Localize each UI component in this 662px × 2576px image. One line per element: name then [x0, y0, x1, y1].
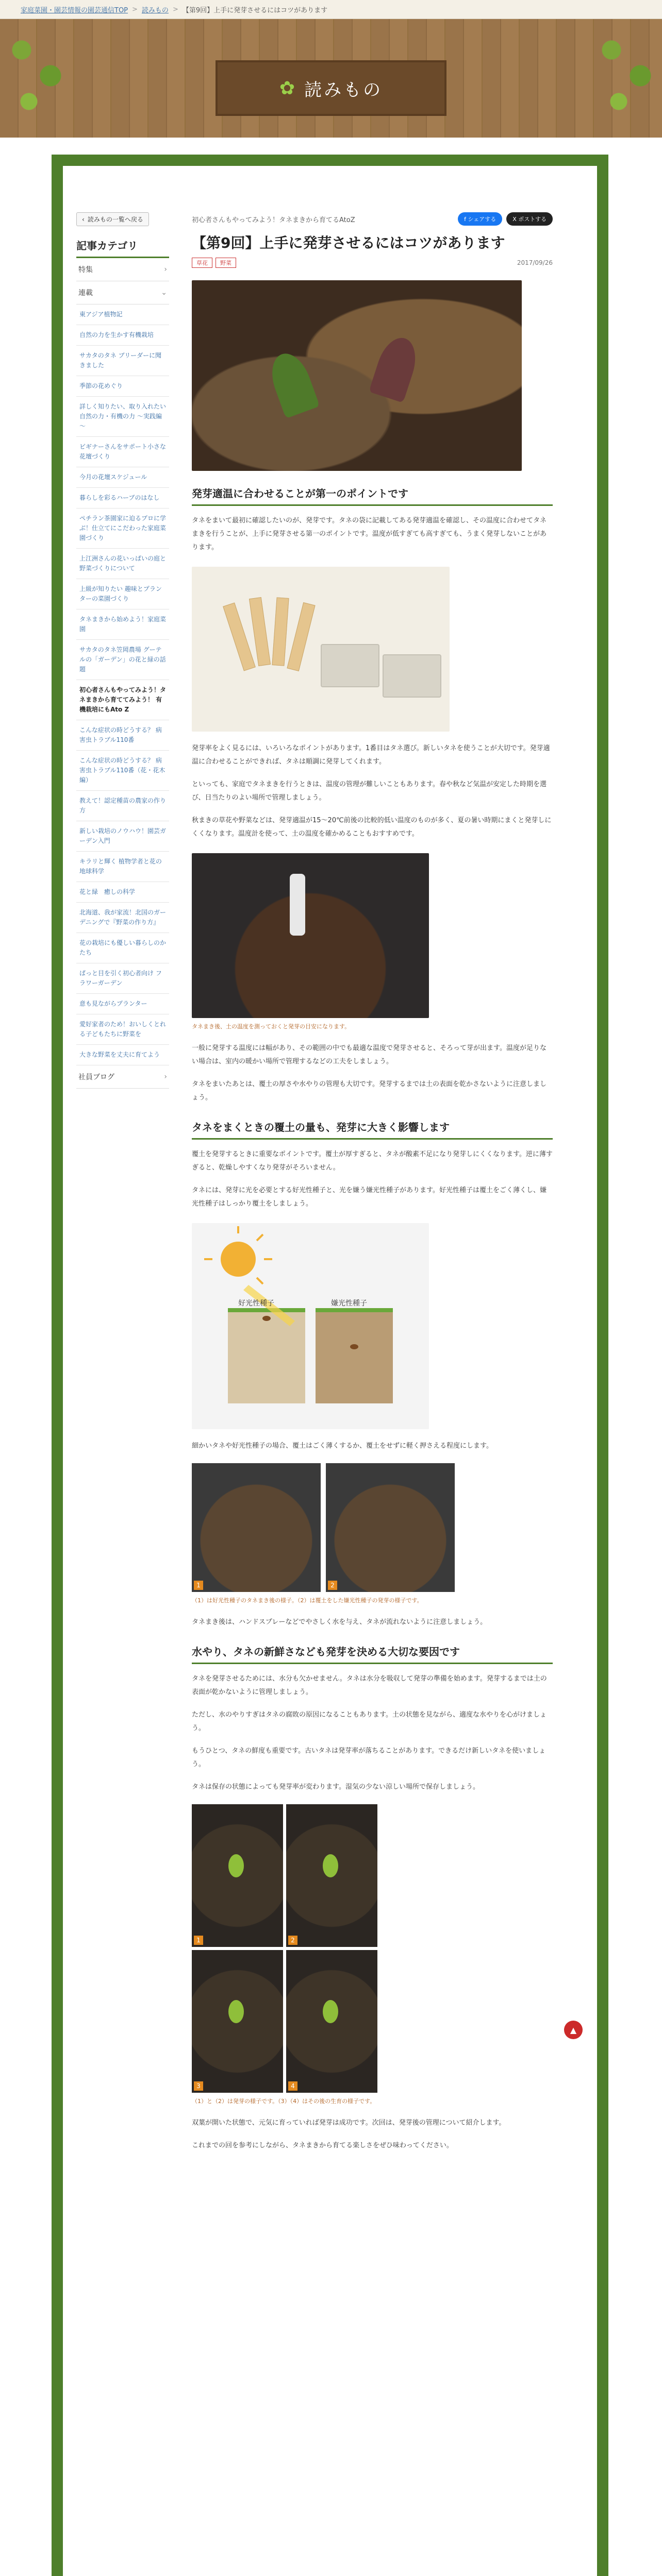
facebook-share-label: シェアする — [468, 216, 496, 223]
dark-seed-label: 嫌光性種子 — [331, 1299, 367, 1308]
share-buttons — [458, 212, 553, 226]
sidebar-series-item[interactable]: サカタのタネ笠岡農場 グーテルの「ガーデン」の花と緑の話題 — [76, 640, 169, 680]
sidebar-item-label: 連載 — [78, 289, 93, 297]
soil-block-dark — [316, 1311, 393, 1403]
series-list — [76, 304, 173, 1065]
page-header — [0, 19, 662, 138]
sidebar-series-item[interactable]: こんな症状の時どうする？ 病害虫トラブル110番（花・花木編） — [76, 751, 169, 791]
photo-number-badge: 2 — [328, 1581, 337, 1590]
sidebar-series-item[interactable]: 花と緑 癒しの科学 — [76, 882, 169, 903]
sidebar-series-item[interactable]: ペチラン茶園家に迫るプロに学ぶ！仕立てにこだわった家庭菜園づくり — [76, 509, 169, 549]
seed-light-diagram-svg — [192, 1223, 429, 1429]
sprouting-photo-3 — [192, 1950, 283, 2093]
article-title: 【第9回】上手に発芽させるにはコツがあります — [192, 234, 505, 251]
section-heading-covering-soil: タネをまくときの覆土の量も、発芽に大きく影響します — [192, 1119, 553, 1140]
seed-icon — [350, 1344, 358, 1349]
content-frame — [52, 155, 608, 2576]
sidebar-series-item[interactable]: 意も見ながらプランター — [76, 994, 169, 1014]
body-paragraph: 双葉が開いた状態で、元気に育っていれば発芽は成功です。次回は、発芽後の管理について紹介します。 — [192, 2119, 506, 2127]
body-paragraph: 覆土を発芽するときに重要なポイントです。覆土が厚すぎると、タネが酸素不足になり発芽しにくくなります。逆に薄すぎると、乾燥しやすくなり発芽がそろいません。 — [192, 1150, 553, 1172]
sidebar-series-item[interactable]: 詳しく知りたい、取り入れたい 自然の力・有機の力 ～実践編～ — [76, 397, 169, 437]
sidebar-series-item[interactable]: ぱっと目を引く初心者向け フラワーガーデン — [76, 963, 169, 994]
x-icon: X — [512, 216, 519, 223]
sidebar-series-item[interactable]: 季節の花めぐり — [76, 376, 169, 397]
chevron-down-icon: ⌄ — [161, 289, 167, 297]
photo-caption: （1）と（2）は発芽の様子です。（3）（4）はその後の生育の様子です。 — [192, 2098, 376, 2105]
section-heading-temperature: 発芽適温に合わせることが第一のポイントです — [192, 485, 553, 506]
seed-packets-photo — [192, 567, 450, 732]
sidebar-series-item[interactable]: 暮らしを彩るハーブのはなし — [76, 488, 169, 509]
sidebar-series-item[interactable]: 上級が知りたい 趣味とプランターの菜園づくり — [76, 579, 169, 609]
grass-strip — [316, 1308, 393, 1312]
photo-caption: タネまき後、土の温度を測っておくと発芽の目安になります。 — [192, 1023, 351, 1030]
sidebar-item-features[interactable] — [76, 258, 169, 281]
seedlings-photo — [192, 280, 522, 471]
soil-block-light — [228, 1311, 305, 1403]
sidebar-item-blog[interactable] — [76, 1065, 169, 1089]
body-paragraph: タネまき後は、ハンドスプレーなどでやさしく水を与え、タネが流れないように注意しましょう。 — [192, 1618, 487, 1626]
body-paragraph: タネには、発芽に光を必要とする好光性種子と、光を嫌う嫌光性種子があります。好光性種子は覆土をごく薄くし、嫌光性種子はしっかり覆土をしましょう。 — [192, 1187, 547, 1208]
sidebar-item-label: 特集 — [78, 266, 93, 274]
body-paragraph: 秋まきの草花や野菜などは、発芽適温が15～20℃前後の比較的低い温度のものが多く、夏の暑い時期にまくと発芽しにくくなります。温度計を使って、土の温度を確かめることもおすすめです。 — [192, 817, 552, 838]
germination-photo-pair — [192, 1463, 553, 1592]
sidebar-series-item[interactable]: キラリと輝く 植物学者と花の地球科学 — [76, 852, 169, 882]
body-paragraph: ただし、水のやりすぎはタネの腐敗の原因になることもあります。土の状態を見ながら、適度な水やりを心がけましょう。 — [192, 1711, 547, 1732]
chevron-left-icon: ‹ — [82, 215, 85, 223]
sidebar-series-item[interactable]: 上江洲さんの花いっぱいの庭と野菜づくりについて — [76, 549, 169, 579]
sidebar-item-label: 社員ブログ — [78, 1073, 114, 1081]
facebook-share-button[interactable] — [458, 212, 502, 226]
breadcrumb-section-link[interactable]: 読みもの — [141, 6, 169, 14]
plant-label-stick — [249, 597, 271, 666]
body-paragraph: これまでの回を参考にしながら、タネまきから育てる楽しさをぜひ味わってください。 — [192, 2142, 453, 2149]
sidebar-series-item[interactable]: こんな症状の時どうする？ 病害虫トラブル110番 — [76, 720, 169, 751]
sidebar-item-series[interactable] — [76, 281, 169, 304]
sidebar-series-item[interactable]: タネまきから始めよう！家庭菜園 — [76, 609, 169, 640]
article-header-row — [192, 212, 553, 226]
header-title: 読みもの — [304, 79, 383, 100]
sidebar-series-item[interactable]: サカタのタネ ブリーダーに聞きました — [76, 346, 169, 376]
soil-thermometer-photo — [192, 853, 429, 1018]
sidebar-series-item[interactable]: 大きな野菜を丈夫に育てよう — [76, 1045, 169, 1065]
facebook-icon: f — [464, 216, 468, 223]
breadcrumb-bar — [0, 0, 662, 19]
sidebar-series-item[interactable]: 今月の花壇スケジュール — [76, 467, 169, 488]
tag-list — [192, 258, 236, 268]
sidebar — [76, 212, 173, 1089]
section-heading-watering: 水やり、タネの新鮮さなども発芽を決める大切な要因です — [192, 1643, 553, 1664]
photo-number-badge: 3 — [194, 2081, 203, 2091]
breadcrumb-separator: > — [172, 5, 178, 13]
sprouting-photo-4 — [286, 1950, 377, 2093]
sprouting-photo-2 — [286, 1804, 377, 1947]
photo-number-badge: 4 — [288, 2081, 297, 2091]
germination-photo-2 — [326, 1463, 455, 1592]
plant-label-stick — [287, 602, 315, 671]
leaves-decoration-right — [590, 19, 662, 122]
x-post-button[interactable] — [506, 212, 553, 226]
header-banner — [216, 60, 446, 116]
sidebar-series-item[interactable]: 東アジア植物記 — [76, 304, 169, 325]
sidebar-series-item[interactable]: 教えて！認定種苗の農家の作り方 — [76, 791, 169, 821]
tag-vegetables[interactable]: 野菜 — [216, 258, 236, 268]
body-paragraph: 発芽率をよく見るには、いろいろなポイントがあります。1番目はタネ選び。新しいタネを使うことが大切です。発芽適温に合わせることができれば、タネは順調に発芽してくれます。 — [192, 744, 550, 766]
light-seed-label: 好光性種子 — [238, 1299, 274, 1308]
publish-date: 2017/09/26 — [517, 259, 553, 266]
chevron-right-icon: › — [164, 1073, 167, 1081]
x-post-label: ポストする — [518, 216, 547, 223]
body-paragraph: タネをまいて最初に確認したいのが、発芽です。タネの袋に記載してある発芽適温を確認し、その温度に合わせてタネまきを行うことが、上手に発芽させる第一のポイントです。温度が低すぎても高すぎても、うまく発芽しないことがあります。 — [192, 517, 547, 551]
grass-strip — [228, 1308, 305, 1312]
back-to-list-label: 読みもの一覧へ戻る — [87, 216, 143, 223]
photo-caption: （1）は好光性種子のタネまき後の様子。（2）は覆土をした嫌光性種子の発芽の様子です。 — [192, 1597, 423, 1604]
sidebar-series-item[interactable]: 初心者さんもやってみよう！タネまきから育ててみよう！ 有機栽培にもAto Z — [76, 680, 169, 720]
back-to-list-button[interactable] — [76, 212, 149, 226]
photo-number-badge: 2 — [288, 1936, 297, 1945]
leaves-decoration-left — [0, 19, 72, 122]
seed-icon — [262, 1316, 271, 1321]
breadcrumb-current: 【第9回】上手に発芽させるにはコツがあります — [182, 6, 328, 14]
body-paragraph: タネを発芽させるためには、水分も欠かせません。タネは水分を吸収して発芽の準備を始めます。発芽するまでは土の表面が乾かないように管理しましょう。 — [192, 1675, 547, 1696]
body-paragraph: 一般に発芽する温度には幅があり、その範囲の中でも最適な温度で発芽させると、そろって芽が出ます。温度が足りない場合は、室内の暖かい場所で管理するなどの工夫をしましょう。 — [192, 1044, 547, 1065]
breadcrumb-separator: > — [132, 5, 138, 13]
plant-label-stick — [272, 597, 289, 666]
sidebar-series-item[interactable]: ビギナーさんをサポート小さな花壇づくり — [76, 437, 169, 467]
planter-tray — [321, 644, 379, 687]
sidebar-series-item[interactable]: 北海道、我が家流！北国のガーデニングで『野菜の作り方』 — [76, 903, 169, 933]
sidebar-series-item[interactable]: 自然の力を生かす有機栽培 — [76, 325, 169, 346]
arrow-up-icon: ▲ — [570, 2025, 577, 2035]
body-paragraph: もうひとつ、タネの鮮度も重要です。古いタネは発芽率が落ちることがあります。できるだけ新しいタネを使いましょう。 — [192, 1747, 546, 1768]
planter-tray — [383, 654, 441, 698]
scroll-to-top-button[interactable] — [564, 2021, 583, 2039]
sprouting-photo-grid — [192, 1804, 377, 2093]
chevron-right-icon: › — [164, 265, 167, 274]
series-subtitle: 初心者さんもやってみよう！タネまきから育てるAtoZ — [192, 216, 355, 224]
sidebar-title: 記事カテゴリ — [76, 238, 169, 258]
photo-number-badge: 1 — [194, 1936, 203, 1945]
body-paragraph: タネをまいたあとは、覆土の厚さや水やりの管理も大切です。発芽するまでは土の表面を乾かさないように注意しましょう。 — [192, 1080, 547, 1101]
sun-icon — [221, 1242, 256, 1277]
body-paragraph: といっても、家庭でタネまきを行うときは、温度の管理が難しいこともあります。春や秋など気温が安定した時期を選び、日当たりのよい場所で管理しましょう。 — [192, 781, 547, 802]
body-paragraph: 細かいタネや好光性種子の場合、覆土はごく薄くするか、覆土をせずに軽く押さえる程度にします。 — [192, 1442, 493, 1450]
seed-light-diagram — [192, 1223, 429, 1429]
germination-photo-1 — [192, 1463, 321, 1592]
sprouting-photo-1 — [192, 1804, 283, 1947]
article — [192, 212, 553, 2162]
breadcrumb-home-link[interactable]: 家庭菜園・園芸情報の園芸通信TOP — [21, 6, 128, 14]
article-meta — [192, 258, 553, 268]
body-paragraph: タネは保存の状態によっても発芽率が変わります。湿気の少ない涼しい場所で保存しましょう。 — [192, 1783, 479, 1791]
photo-number-badge: 1 — [194, 1581, 203, 1590]
sidebar-series-item[interactable]: 新しい栽培のノウハウ！園芸ガーデン入門 — [76, 821, 169, 852]
sidebar-series-item[interactable]: 花の栽培にも優しい暮らしのかたち — [76, 933, 169, 963]
tag-flowers[interactable]: 草花 — [192, 258, 212, 268]
sidebar-series-item[interactable]: 愛好家者のため！おいしくとれる子どもたちに野菜を — [76, 1014, 169, 1045]
sprout-icon: ✿ — [279, 77, 297, 99]
